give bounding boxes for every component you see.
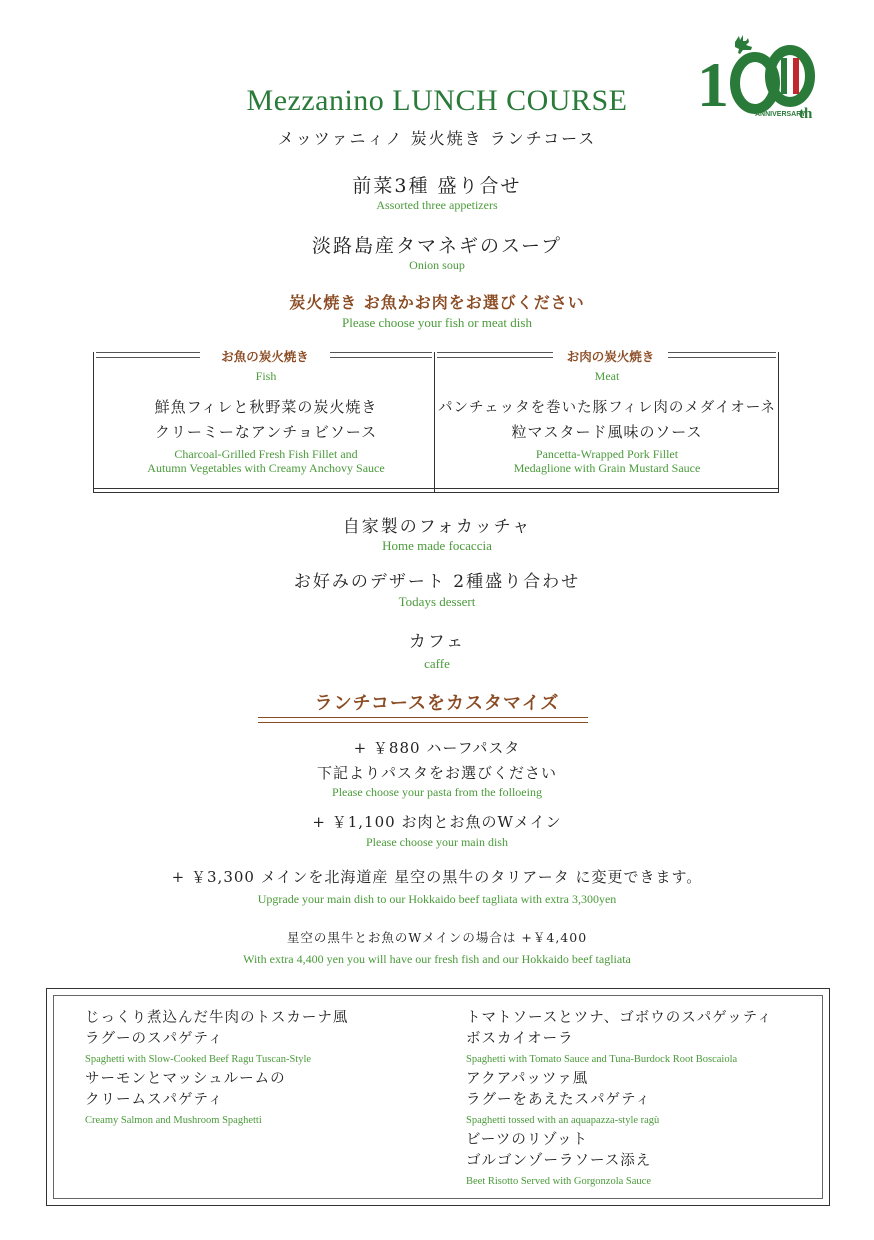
pasta-name-line2: ボスカイオーラ <box>466 1031 574 1047</box>
meat-label-en: Meat <box>594 369 620 383</box>
pasta-name-line2: ラグーのスパゲティ <box>85 1031 224 1047</box>
pasta-name-en: Spaghetti tossed with an aquapazza-style ragù <box>466 1115 660 1126</box>
meat-line2-jp: 粒マスタード風味のソース <box>511 423 703 441</box>
pasta-name-en: Spaghetti with Tomato Sauce and Tuna-Burdock Root Boscaiola <box>466 1054 738 1065</box>
pasta-name-line2: ラグーをあえたスパゲティ <box>466 1092 651 1108</box>
upgrade-jp: + ￥3,300 メインを北海道産 星空の黒牛のタリアータ に変更できます。 <box>171 868 703 886</box>
fish-line1-en: Charcoal-Grilled Fresh Fish Fillet and <box>174 447 358 461</box>
soup-jp: 淡路島産タマネギのスープ <box>311 235 563 257</box>
fish-line2-en: Autumn Vegetables with Creamy Anchovy Sauce <box>147 461 385 475</box>
pasta-item <box>466 1130 816 1187</box>
pasta-name-line1: ビーツのリゾット <box>466 1132 588 1148</box>
half-pasta-en: Please choose your pasta from the folloeing <box>332 785 542 799</box>
meat-line1-jp: パンチェッタを巻いた豚フィレ肉のメダイオーネ <box>438 400 776 416</box>
coffee-en: caffe <box>424 656 450 671</box>
fish-label-en: Fish <box>255 369 277 383</box>
bread-en: Home made focaccia <box>382 538 492 553</box>
pasta-name-line1: じっくり煮込んだ牛肉のトスカーナ風 <box>85 1010 349 1026</box>
customize-heading: ランチコースをカスタマイズ <box>314 693 560 714</box>
pasta-item <box>85 1069 445 1126</box>
main-choice-heading: 炭火焼き お魚かお肉をお選びください <box>289 293 585 312</box>
beef-fish-jp: 星空の黒牛とお魚のWメインの場合は +￥4,400 <box>286 930 588 945</box>
upgrade-en: Upgrade your main dish to our Hokkaido beef tagliata with extra 3,300yen <box>257 892 617 906</box>
dessert-jp: お好みのデザート 2種盛り合わせ <box>293 572 581 592</box>
fish-header-line-left <box>96 352 200 358</box>
meat-label: お肉の炭火焼き <box>566 349 655 364</box>
logo-suffix: th <box>799 106 813 122</box>
pasta-name-line1: トマトソースとツナ、ゴボウのスパゲッティ <box>466 1010 773 1026</box>
half-pasta-sub-jp: 下記よりパスタをお選びください <box>316 764 557 782</box>
pasta-name-line2: ゴルゴンゾーラソース添え <box>466 1153 652 1169</box>
pasta-item <box>85 1008 445 1065</box>
pasta-name-en: Creamy Salmon and Mushroom Spaghetti <box>85 1115 262 1126</box>
pasta-name-line1: サーモンとマッシュルームの <box>85 1071 286 1087</box>
svg-text:1: 1 <box>697 49 729 120</box>
page-title: Mezzanino LUNCH COURSE <box>246 84 628 117</box>
pasta-name-en: Beet Risotto Served with Gorgonzola Sauce <box>466 1176 651 1187</box>
meat-header-line-left <box>437 352 553 358</box>
main-choice-heading-en: Please choose your fish or meat dish <box>342 315 532 330</box>
appetizer-en: Assorted three appetizers <box>376 198 498 212</box>
beef-fish-en: With extra 4,400 yen you will have our fresh fish and our Hokkaido beef tagliata <box>243 952 631 966</box>
pasta-item <box>466 1069 816 1126</box>
half-pasta-jp: + ￥880 ハーフパスタ <box>353 739 521 757</box>
fish-label: お魚の炭火焼き <box>221 349 309 364</box>
soup-en: Onion soup <box>409 258 465 272</box>
fish-line2-jp: クリーミーなアンチョビソース <box>154 423 378 441</box>
meat-line2-en: Medaglione with Grain Mustard Sauce <box>513 461 701 475</box>
double-main-en: Please choose your main dish <box>366 835 508 849</box>
fish-line1-jp: 鮮魚フィレと秋野菜の炭火焼き <box>154 398 378 416</box>
fish-header-line-right <box>330 352 432 358</box>
pasta-name-line1: アクアパッツァ風 <box>466 1071 589 1087</box>
bread-jp: 自家製のフォカッチャ <box>342 517 532 537</box>
customize-underline <box>258 717 588 723</box>
double-main-jp: + ￥1,100 お肉とお魚のWメイン <box>312 813 562 831</box>
pasta-name-en: Spaghetti with Slow-Cooked Beef Ragu Tuscan-Style <box>85 1054 312 1065</box>
page-subtitle: メッツァニィノ 炭火焼き ランチコース <box>277 129 597 148</box>
logo-caption: ANNIVERSARY <box>755 111 806 118</box>
pasta-name-line2: クリームスパゲティ <box>85 1092 224 1108</box>
meat-line1-en: Pancetta-Wrapped Pork Fillet <box>535 447 679 461</box>
pasta-item <box>466 1008 816 1065</box>
coffee-jp: カフェ <box>408 632 466 652</box>
meat-header-line-right <box>668 352 776 358</box>
dessert-en: Todays dessert <box>398 594 476 609</box>
appetizer-jp: 前菜3種 盛り合せ <box>352 175 522 197</box>
